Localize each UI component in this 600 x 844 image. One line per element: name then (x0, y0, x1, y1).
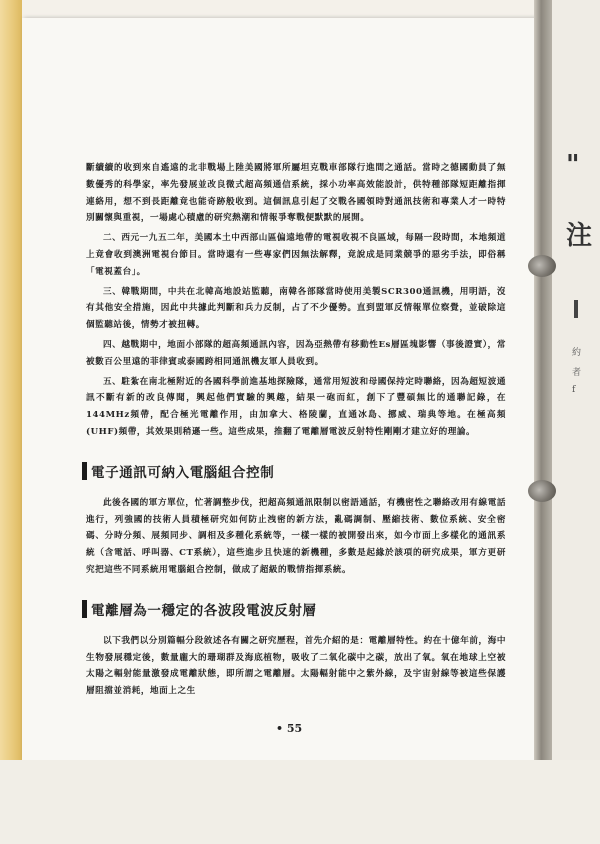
paragraph: 四、越戰期中，地面小部隊的超高頻通訊內容，因為亞熱帶有移動性Es層區塊影響（事後證實），常被數百公里遠的菲律賓或泰國跨相同通訊機友軍人員收到。 (86, 339, 506, 367)
desk-background (0, 760, 600, 844)
section-heading-text: 電子通訊可納入電腦組合控制 (91, 464, 275, 481)
paragraph: 三、韓戰期間，中共在北韓高地設站監聽，南韓各部隊當時使用美製SCR300通訊機，用明語，沒有其他安全措施，因此中共據此判斷和兵力反制，占了不少優勢。直到盟軍反情報單位察覺，並破除這個監聽站後，情勢才被扭轉。 (86, 286, 506, 331)
page-edge-shadow (534, 0, 552, 844)
page-number: • 55 (276, 722, 303, 735)
next-page-text: f (572, 385, 576, 395)
paragraph: 斷續續的收到來自遙遠的北非戰場上陸美國將軍所屬坦克戰車部隊行進間之通話。當時之德國動員了無數優秀的科學家，率先發展並改良微式超高頻通信系統，採小功率高效能設計，供特種部隊短距離指揮連絡用，想不到長距離竟也能奇跡般收到。這個訊息引起了交戰各國領時對通訊技術和專業人才一時特別關懷與重視，一場處心積慮的研究熱潮和情報爭奪戰便默默的展開。 (86, 163, 506, 224)
heading-marker (82, 600, 87, 618)
next-page-bar (574, 300, 578, 318)
section-heading-text: 電離層為一穩定的各波段電波反射層 (91, 602, 317, 619)
binding-strip (0, 0, 22, 844)
next-page-edge (552, 0, 600, 844)
page-content (86, 160, 506, 703)
next-page-glyph: " (566, 150, 580, 180)
next-page-text: 約 (572, 348, 582, 358)
binder-ring (528, 255, 556, 277)
paragraph: 二、西元一九五二年，美國本土中西部山區偏遠地帶的電視收視不良區域，每隔一段時間，本地頻道上竟會收到澳洲電視台節目。當時還有一些專家們因無法解釋，竟說成是同業競爭的惡劣手法，即俗稱「電視蓋台」。 (86, 233, 506, 277)
paragraph: 五、駐紮在南北極附近的各國科學前進基地探險隊，通常用短波和母國保持定時聯絡，因為超短波通訊不斷有新的改良傳聞，興起他們實驗的興趣，結果一砲而紅，創下了豐碩無比的通聯記錄，在144MHz頻帶，配合極光電離作用，由加拿大、格陵蘭，直通冰島、挪威、瑞典等地。在極高頻(UHF)頻帶，其效果則稍遜一些。這些成果，推翻了電離層電波反射特性剛剛才建立好的理論。 (86, 376, 506, 437)
next-page-glyph: 注 (566, 221, 593, 251)
paragraph: 以下我們以分別篇幅分段敘述各有關之研究歷程，首先介紹的是：電離層特性。約在十億年前，海中生物發展穩定後，數量龐大的珊瑚群及海底植物，吸收了二氧化碳中之碳，放出了氧。氧在地球上空被太陽之輻射能量激發成電離狀態，即所謂之電離層。太陽輻射能中之紫外線，及宇宙射線等被這些保護層阻擋並消耗，地面上之生 (86, 635, 506, 697)
section-heading (82, 599, 506, 619)
section-heading (82, 461, 506, 481)
next-page-text: 者 (572, 368, 582, 378)
paragraph: 此後各國的軍方單位，忙著調整步伐，把超高頻通訊限制以密語通話，有機密性之聯絡改用有線電話進行，列強國的技術人員積極研究如何防止洩密的新方法，亂碼調制、壓縮技術、數位系統、安全密碼、分時分頻、展頻同步、調相及多種化系統等，一樣一樣的被開發出來，如今市面上多樣化的通訊系統（含電話、呼叫器、CT系統），這些進步且快速的新機種，多數是起緣於該項的研究成果，軍方更研究把這些不同系統用電腦組合控制，做成了超級的戰情指揮系統。 (86, 497, 506, 575)
binder-ring (528, 480, 556, 502)
heading-marker (82, 462, 87, 480)
